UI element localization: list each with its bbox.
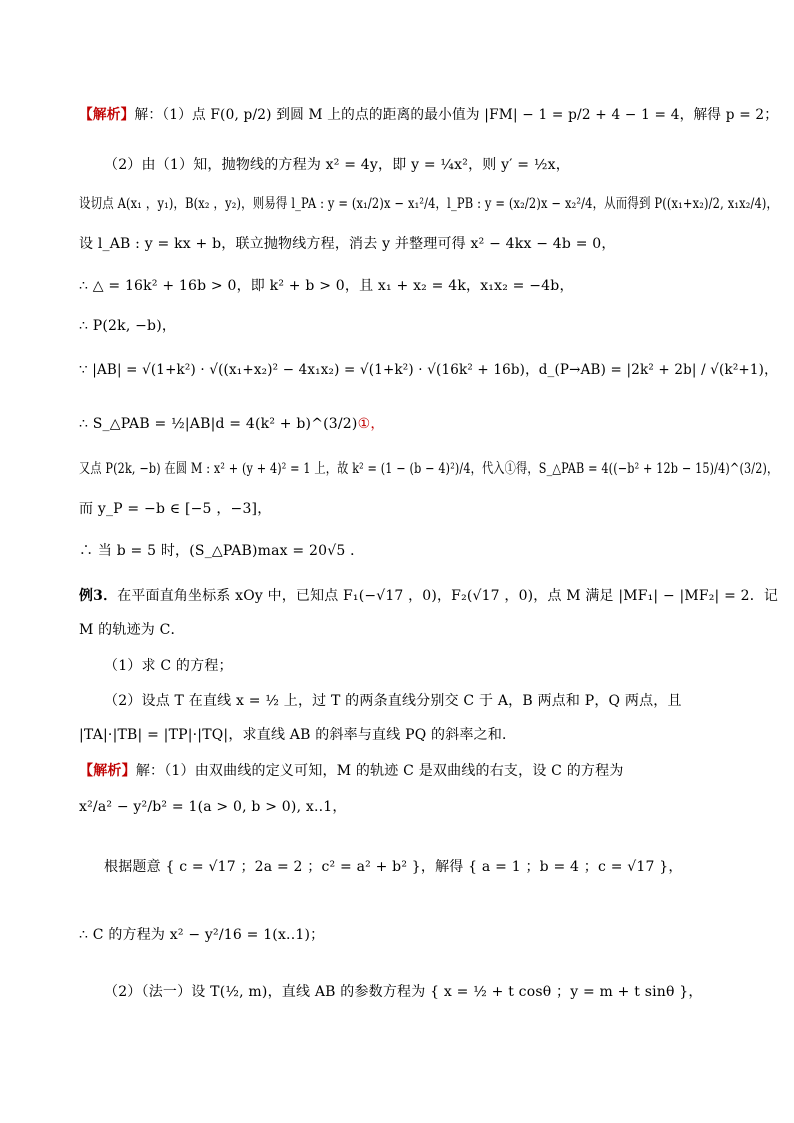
text-line: （2）设点 T 在直线 x = ½ 上，过 T 的两条直线分别交 C 于 A，B 两点和 P，Q 两点，且 [104, 693, 682, 709]
text-line: （1）求 C 的方程； [104, 658, 233, 674]
text-line: |TA|·|TB| = |TP|·|TQ|，求直线 AB 的斜率与直线 PQ 的斜率之和． [79, 727, 517, 743]
text-line: 解：（1）由双曲线的定义可知，M 的轨迹 C 是双曲线的右支，设 C 的方程为 [135, 763, 624, 779]
text-line: ∴ C 的方程为 x² − y²/16 = 1(x..1)； [79, 927, 325, 943]
solution-line [79, 105, 778, 125]
text-line: （2）由（1）知，抛物线的方程为 x² = 4y，即 y = ¼x²，则 y′ = ½x， [104, 157, 570, 173]
example-label: 例3． [79, 588, 118, 604]
text-line: 设 l_AB : y = kx + b，联立抛物线方程，消去 y 并整理可得 x² − 4kx − 4b = 0， [79, 236, 616, 252]
text-line: 又点 P(2k, −b) 在圆 M : x² + (y + 4)² = 1 上，故 k² = (1 − (b − 4)²)/4，代入①得，S_△PAB = 4((−b² + 12b − 15)/4)^(3/2)， [79, 461, 779, 477]
text-line: ∴ S_△PAB = ½|AB|d = 4(k² + b)^(3/2) [79, 416, 358, 432]
text-line: （2）（法一）设 T(½, m)，直线 AB 的参数方程为 { x = ½ + t cosθ ；y = m + t sinθ }， [104, 984, 703, 1000]
text-line: M 的轨迹为 C． [79, 622, 185, 638]
text-line: ∵ |AB| = √(1+k²) · √((x₁+x₂)² − 4x₁x₂) = √(1+k²) · √(16k² + 16b)，d_(P→AB) = |2k² + 2b| / √(k²+1)， [79, 362, 778, 378]
text-line: 设切点 A(x₁ ，y₁)，B(x₂ ，y₂)，则易得 l_PA : y = (x₁/2)x − x₁²/4，l_PB : y = (x₂/2)x − x₂²/4，从而得到 P((x₁+x₂)/2, x₁x₂/4)， [79, 196, 779, 212]
text-line: x²/a² − y²/b² = 1(a > 0, b > 0), x..1， [79, 799, 347, 815]
text-line: ∴ △ = 16k² + 16b > 0，即 k² + b > 0，且 x₁ + x₂ = 4k，x₁x₂ = −4b， [79, 278, 574, 294]
equation-marker: ①， [357, 416, 385, 432]
text-line: 根据题意 { c = √17 ；2a = 2 ；c² = a² + b² }，解得 { a = 1 ；b = 4 ；c = √17 }， [104, 859, 683, 875]
text-line: 解：（1）点 F(0, p/2) 到圆 M 上的点的距离的最小值为 |FM| − 1 = p/2 + 4 − 1 = 4，解得 p = 2； [134, 107, 779, 123]
area-line [79, 414, 385, 434]
solution-label: 【解析】 [79, 763, 136, 779]
text-line: 而 y_P = −b ∈ [−5 ，−3]， [79, 501, 272, 517]
solution-label: 【解析】 [79, 107, 135, 123]
text-line: ∴ P(2k, −b)， [79, 318, 177, 334]
text-line: 在平面直角坐标系 xOy 中，已知点 F₁(−√17 ，0)，F₂(√17 ，0)，点 M 满足 |MF₁| − |MF₂| = 2．记 [117, 588, 779, 604]
text-line: ∴ 当 b = 5 时，(S_△PAB)max = 20√5 ． [79, 543, 365, 559]
solution-line [79, 761, 624, 781]
example-line [79, 586, 778, 606]
